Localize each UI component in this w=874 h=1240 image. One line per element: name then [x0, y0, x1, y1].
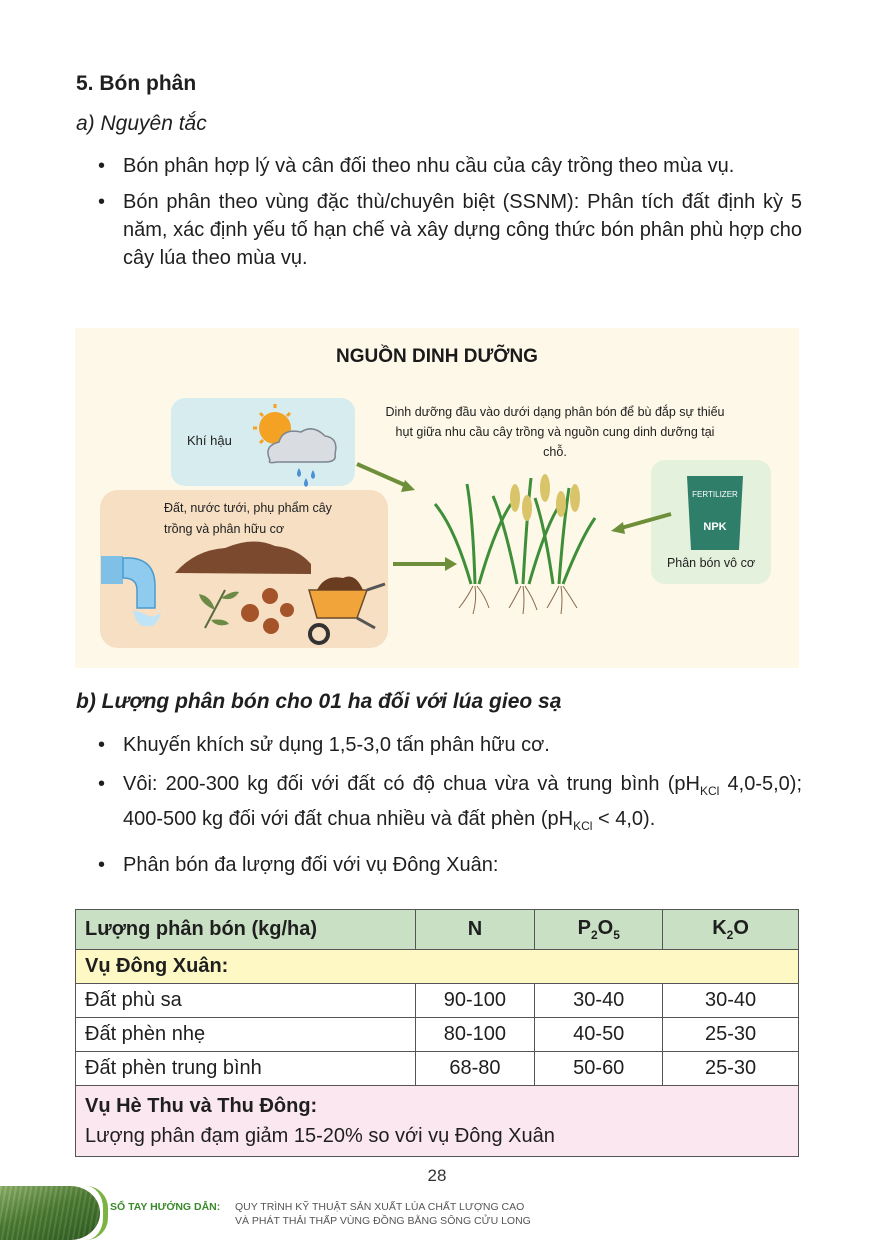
k-cell: 30-40	[663, 984, 799, 1018]
lime-sub-2: KCl	[573, 819, 593, 833]
footer-title-line2: VÀ PHÁT THẢI THẤP VÙNG ĐỒNG BẰNG SÔNG CỬU LONG	[235, 1215, 531, 1227]
nutrient-sources-infographic	[75, 328, 799, 668]
n-cell: 90-100	[415, 984, 535, 1018]
season2-note: Lượng phân đạm giảm 15-20% so với vụ Đông Xuân	[85, 1125, 555, 1147]
arrow-icon	[357, 464, 671, 571]
fertilizer-bag-text: FERTILIZER	[692, 490, 738, 499]
p-cell: 40-50	[535, 1018, 663, 1052]
p-cell: 50-60	[535, 1052, 663, 1086]
fertilizer-bag-icon	[687, 476, 743, 550]
list-item: • Bón phân theo vùng đặc thù/chuyên biệt (SSNM): Phân tích đất định kỳ 5 năm, xác định yếu tố hạn chế và xây dựng công thức bón phân phù hợp cho cây lúa theo mùa vụ.	[98, 188, 802, 272]
fertilizer-input-description: Dinh dưỡng đầu vào dưới dạng phân bón để bù đắp sự thiếu hụt giữa nhu cầu cây trồng và nguồn cung dinh dưỡng tại chỗ.	[385, 405, 725, 459]
soil-pile-icon	[175, 541, 311, 574]
season2-cell	[76, 1086, 799, 1157]
list-item: • Phân bón đa lượng đối với vụ Đông Xuân:	[98, 851, 802, 879]
k-cell: 25-30	[663, 1052, 799, 1086]
rice-field-photo	[0, 1186, 100, 1240]
table-row	[76, 1052, 799, 1086]
table-row	[76, 1018, 799, 1052]
amounts-heading: b) Lượng phân bón cho 01 ha đối với lúa gieo sạ	[76, 690, 562, 713]
list-item: • Khuyến khích sử dụng 1,5-3,0 tấn phân hữu cơ.	[98, 731, 802, 759]
header-k2o: $K_2O$	[663, 910, 799, 950]
principles-list	[98, 152, 802, 280]
principles-heading: a) Nguyên tắc	[76, 112, 207, 135]
soil-label: Đất, nước tưới, phụ phẩm cây trồng và phân hữu cơ	[164, 501, 332, 536]
leaf-icon	[199, 590, 239, 628]
manure-icon	[241, 588, 294, 634]
lime-text-1: Vôi: 200-300 kg đối với đất có độ chua vừa và trung bình (pH	[123, 773, 700, 795]
k-cell: 25-30	[663, 1018, 799, 1052]
season-row-he-thu	[76, 1086, 799, 1157]
footer-lead: SỔ TAY HƯỚNG DẪN:	[110, 1201, 221, 1213]
footer-arc	[86, 1186, 108, 1240]
n-cell: 80-100	[415, 1018, 535, 1052]
header-p2o5: $P_2O_5$	[535, 910, 663, 950]
wheelbarrow-icon	[309, 577, 385, 644]
n-cell: 68-80	[415, 1052, 535, 1086]
page-number: 28	[427, 1166, 447, 1185]
soil-cell: Đất phèn trung bình	[76, 1052, 416, 1086]
table-header-row	[76, 910, 799, 950]
sun-cloud-rain-icon	[253, 404, 336, 487]
infographic-title: NGUỒN DINH DƯỠNG	[336, 346, 538, 367]
lime-text-2: 4,0-5,0); 400-500 kg đối với đất chua nhiều và đất phèn (pH	[123, 773, 802, 830]
fertilizer-bag-npk: NPK	[703, 521, 727, 533]
p-cell: 30-40	[535, 984, 663, 1018]
amounts-list	[98, 731, 802, 890]
climate-label: Khí hậu	[187, 433, 232, 448]
header-label: Lượng phân bón (kg/ha)	[76, 910, 416, 950]
infographic-illustrations	[75, 328, 799, 668]
footer-title-line1: QUY TRÌNH KỸ THUẬT SẢN XUẤT LÚA CHẤT LƯỢNG CAO	[235, 1201, 525, 1213]
footer	[0, 1186, 874, 1240]
lime-list-item	[98, 770, 802, 840]
season-label: Vụ Đông Xuân:	[76, 950, 799, 984]
season-row-dong-xuan	[76, 950, 799, 984]
lime-text-3: < 4,0).	[592, 808, 656, 830]
rice-plant-icon	[435, 474, 595, 614]
list-item: • Bón phân hợp lý và cân đối theo nhu cầu của cây trồng theo mùa vụ.	[98, 152, 802, 180]
soil-cell: Đất phèn nhẹ	[76, 1018, 416, 1052]
table-row	[76, 984, 799, 1018]
fertilizer-label: Phân bón vô cơ	[666, 556, 756, 570]
section-heading: 5. Bón phân	[76, 72, 197, 95]
season2-title: Vụ Hè Thu và Thu Đông:	[85, 1095, 318, 1117]
lime-sub-1: KCl	[699, 784, 720, 798]
soil-cell: Đất phù sa	[76, 984, 416, 1018]
header-n: N	[415, 910, 535, 950]
fertilizer-table	[75, 909, 799, 1157]
water-pipe-icon	[101, 556, 161, 626]
